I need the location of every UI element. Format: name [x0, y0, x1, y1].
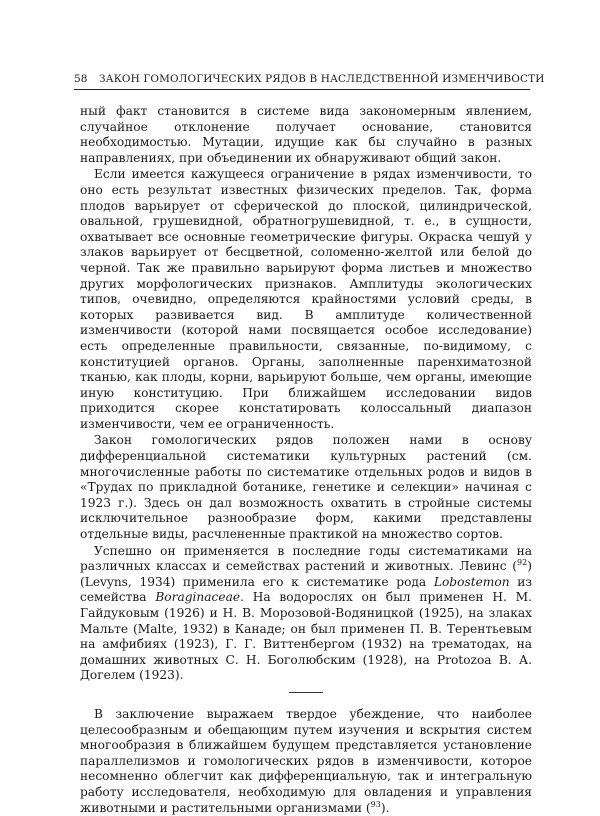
- section-divider: [289, 692, 323, 693]
- running-title: ЗАКОН ГОМОЛОГИЧЕСКИХ РЯДОВ В НАСЛЕДСТВЕННОЙ ИЗМЕНЧИВОСТИ: [99, 73, 545, 85]
- text-run: . На водорослях он был применен Н. М. Гайдуковым (1926) и Н. В. Морозовой-Водяницкой (1925), на злаках Мальте (Malte, 1932) в Канаде; он был применен П. В. Терентьевым на амфибиях (1923), Г. Г. Виттенбергом (1932) на трематодах, на домашних животных С. Н. Боголюбским (1928), на Protozoa В. А. Догелем (1923).: [80, 590, 532, 683]
- text-run: ).: [380, 800, 390, 815]
- paragraph-limits: Если имеется кажущееся ограничение в рядах изменчивости, то оно есть результат известных физических пределов. Так, форма плодов варьирует от сферической до плоской, цилиндрической, овальной, грушевидной, обратногрушевидной, т. е., в сущности, охватывает все основные геометрические фигуры. Окраска чешуй у злаков варьирует от бесцветной, соломенно-желтой или белой до черной. Так же правильно варьируют форма листьев и множество других морфологических признаков. Амплитуды экологических типов, очевидно, определяются крайностями условий среды, в которых развивается вид. В амплитуде количественной изменчивости (которой нами посвящается особое исследование) есть определенные правильности, связанные, по-видимому, с конституцией органов. Органы, заполненные паренхиматозной тканью, как плоды, корни, варьируют больше, чем органы, имеющие иную конституцию. При ближайшем исследовании видов приходится скорее констатировать колоссальный диапазон изменчивости, чем ее ограниченность.: [80, 167, 532, 431]
- paragraph-systematics: Закон гомологических рядов положен нами в основу дифференциальной систематики культурных растений (см. многочисленные работы по систематике отдельных родов и видов в «Трудах по прикладной ботанике, генетике и селекции» начиная с 1923 г.). Здесь он дал возможность охватить в стройные системы исключительное разнообразие форм, какими представлены отдельные виды, расчлененные практикой на множество сортов.: [80, 433, 532, 542]
- page-number: 58: [74, 73, 88, 85]
- genus-name: Lobostemon: [433, 574, 510, 589]
- text-run: из семейства: [80, 574, 532, 605]
- paragraph-applications: [80, 544, 532, 684]
- paragraph-continued: ный факт становится в системе вида закономерным явлением, случайное отклонение получает основание, становится необходимостью. Мутации, идущие как бы случайно в разных направлениях, при объединении их обнаруживают общий закон.: [80, 104, 532, 165]
- footnote-ref: 93: [370, 799, 381, 809]
- family-name: Boraginaceae: [155, 590, 241, 605]
- text-run: ) (Levyns, 1934) применила его к систематике рода: [80, 559, 532, 589]
- footnote-ref: 92: [517, 558, 528, 568]
- text-run: Успешно он применяется в последние годы систематиками на различных классах и семействах растений и животных. Левинс (: [80, 543, 532, 574]
- text-run: В заключение выражаем твердое убеждение, что наиболее целесообразным и обещающим путем изучения и вскрытия систем многообразия в ближайшем будущем представляется установление параллелизмов и гомологических рядов в изменчивости, которое несомненно облегчит как дифференциальную, так и интегральную работу исследователя, необходимую для овладения и управления животными и растительными организмами (: [80, 706, 532, 815]
- running-header: [74, 73, 545, 85]
- header-rule: [74, 89, 530, 90]
- paragraph-conclusion: [80, 707, 532, 816]
- page-body: [80, 104, 532, 816]
